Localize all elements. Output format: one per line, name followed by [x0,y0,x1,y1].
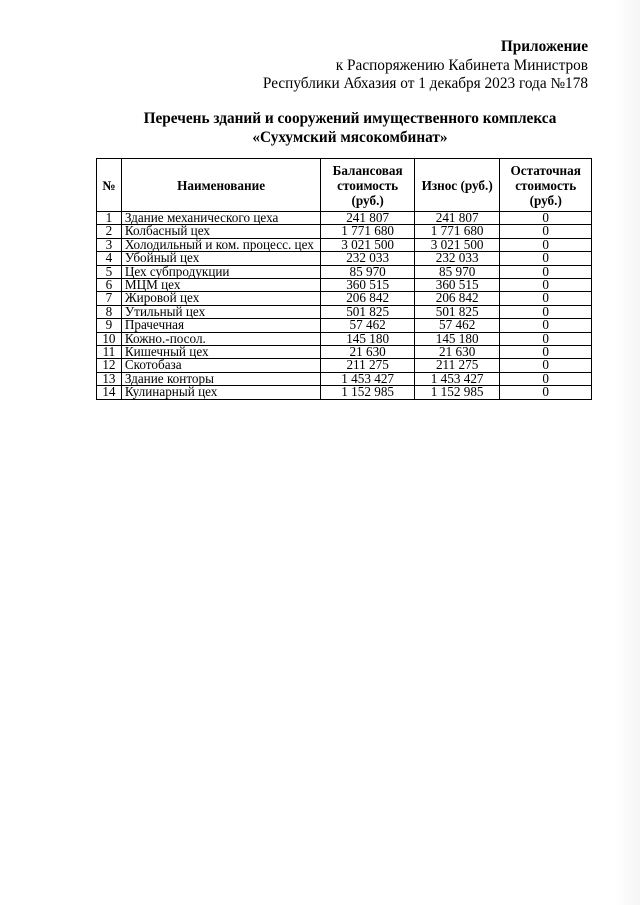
document-title-line-1: Перечень зданий и сооружений имущественного комплекса [143,110,557,127]
cell-name: Кишечный цех [121,346,321,359]
cell-wear: 145 180 [414,332,500,345]
cell-num: 11 [97,346,122,359]
cell-name: Здание конторы [121,372,321,385]
cell-balance: 3 021 500 [321,238,414,251]
cell-balance: 241 807 [321,212,414,225]
cell-name: Утильный цех [121,305,321,318]
cell-num: 10 [97,332,122,345]
cell-residual: 0 [500,346,592,359]
cell-num: 1 [97,212,122,225]
table-header-row [97,159,592,212]
header-residual: Остаточная стоимость (руб.) [500,159,592,212]
cell-name: Здание механического цеха [121,212,321,225]
cell-name: Цех субпродукции [121,265,321,278]
cell-residual: 0 [500,292,592,305]
header-balance: Балансовая стоимость (руб.) [321,159,414,212]
cell-name: МЦМ цех [121,279,321,292]
cell-wear: 501 825 [414,305,500,318]
cell-residual: 0 [500,212,592,225]
table-row [97,386,592,399]
cell-residual: 0 [500,319,592,332]
cell-num: 3 [97,238,122,251]
cell-residual: 0 [500,359,592,372]
cell-name: Прачечная [121,319,321,332]
cell-balance: 360 515 [321,279,414,292]
cell-balance: 501 825 [321,305,414,318]
appendix-header [263,38,588,94]
cell-residual: 0 [500,252,592,265]
appendix-title: Приложение [500,38,588,55]
cell-wear: 21 630 [414,346,500,359]
cell-num: 7 [97,292,122,305]
cell-wear: 206 842 [414,292,500,305]
cell-name: Убойный цех [121,252,321,265]
cell-balance: 57 462 [321,319,414,332]
cell-name: Колбасный цех [121,225,321,238]
cell-wear: 360 515 [414,279,500,292]
cell-balance: 1 152 985 [321,386,414,399]
cell-num: 8 [97,305,122,318]
cell-name: Кулинарный цех [121,386,321,399]
cell-residual: 0 [500,305,592,318]
cell-num: 14 [97,386,122,399]
cell-balance: 85 970 [321,265,414,278]
cell-residual: 0 [500,225,592,238]
header-wear: Износ (руб.) [414,159,500,212]
cell-balance: 1 771 680 [321,225,414,238]
cell-num: 12 [97,359,122,372]
cell-name: Жировой цех [121,292,321,305]
cell-wear: 85 970 [414,265,500,278]
cell-name: Скотобаза [121,359,321,372]
appendix-line-2: Республики Абхазия от 1 декабря 2023 года №178 [262,75,588,92]
cell-wear: 1 152 985 [414,386,500,399]
cell-name: Холодильный и ком. процесс. цех [121,238,321,251]
cell-wear: 57 462 [414,319,500,332]
cell-balance: 211 275 [321,359,414,372]
cell-wear: 211 275 [414,359,500,372]
cell-num: 9 [97,319,122,332]
table-body [97,212,592,400]
cell-residual: 0 [500,265,592,278]
cell-wear: 241 807 [414,212,500,225]
cell-residual: 0 [500,386,592,399]
cell-wear: 232 033 [414,252,500,265]
cell-num: 13 [97,372,122,385]
cell-wear: 1 771 680 [414,225,500,238]
cell-balance: 1 453 427 [321,372,414,385]
appendix-line-1: к Распоряжению Кабинета Министров [335,56,588,74]
cell-num: 5 [97,265,122,278]
cell-residual: 0 [500,238,592,251]
cell-residual: 0 [500,279,592,292]
cell-residual: 0 [500,372,592,385]
assets-table [96,158,592,400]
document-title [60,110,640,147]
cell-balance: 206 842 [321,292,414,305]
cell-num: 6 [97,279,122,292]
cell-balance: 232 033 [321,252,414,265]
cell-balance: 145 180 [321,332,414,345]
cell-name: Кожно.-посол. [121,332,321,345]
cell-wear: 1 453 427 [414,372,500,385]
cell-balance: 21 630 [321,346,414,359]
header-name: Наименование [121,159,321,212]
header-num: № [97,159,122,212]
cell-num: 4 [97,252,122,265]
cell-residual: 0 [500,332,592,345]
document-title-line-2: «Сухумский мясокомбинат» [252,128,448,146]
cell-num: 2 [97,225,122,238]
cell-wear: 3 021 500 [414,238,500,251]
